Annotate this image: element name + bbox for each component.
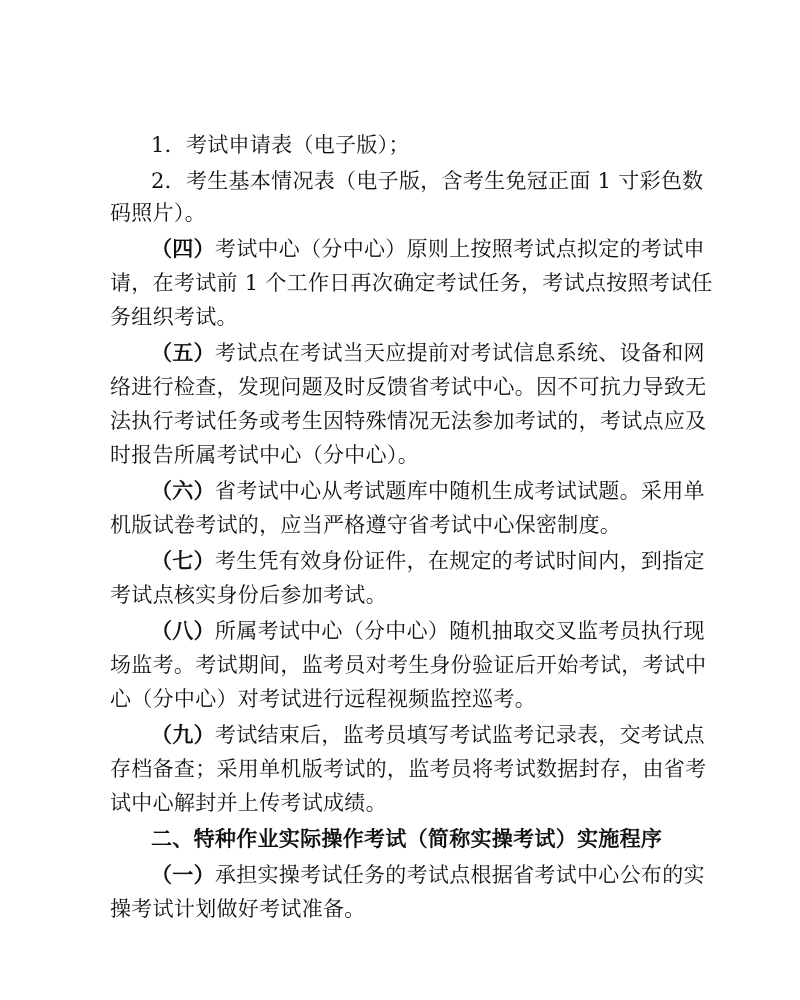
paragraph-text: 考试中心（分中心）原则上按照考试点拟定的考试申 xyxy=(214,237,705,261)
paragraph-4-line-3 xyxy=(110,300,700,334)
paragraph-text: 务组织考试。 xyxy=(110,305,238,329)
paragraph-8-line-2 xyxy=(110,648,707,682)
list-item-basic-info-form xyxy=(151,164,704,198)
paragraph-text: 承担实操考试任务的考试点根据省考试中心公布的实 xyxy=(214,863,705,887)
paragraph-text: 时报告所属考试中心（分中心）。 xyxy=(110,443,419,467)
list-item-application-form xyxy=(0,128,800,162)
paragraph-5-line-1 xyxy=(151,336,705,370)
paragraph-2-1-line-1 xyxy=(151,858,705,892)
paragraph-9-line-3 xyxy=(110,786,700,820)
paragraph-text: 考试点在考试当天应提前对考试信息系统、设备和网 xyxy=(214,341,705,365)
paragraph-text: 所属考试中心（分中心）随机抽取交叉监考员执行现 xyxy=(214,619,705,643)
paragraph-4-line-1 xyxy=(151,232,705,266)
paragraph-5-line-2 xyxy=(110,370,707,404)
paragraph-text: 考生凭有效身份证件，在规定的考试时间内，到指定 xyxy=(214,549,705,573)
paragraph-text: 法执行考试任务或考生因特殊情况无法参加考试的，考试点应及 xyxy=(110,409,707,433)
paragraph-7-line-2 xyxy=(110,578,700,612)
list-item-text: 码照片）。 xyxy=(110,201,206,225)
paragraph-text: 考试点核实身份后参加考试。 xyxy=(110,583,387,607)
section-heading-text: 二、特种作业实际操作考试（简称实操考试）实施程序 xyxy=(151,827,663,851)
list-item-text: 1．考试申请表（电子版）； xyxy=(151,133,410,157)
paragraph-number: （一） xyxy=(151,863,215,887)
paragraph-text: 心（分中心）对考试进行远程视频监控巡考。 xyxy=(110,687,536,711)
paragraph-2-1-line-2 xyxy=(110,892,700,926)
paragraph-number: （六） xyxy=(151,479,215,503)
list-item-continuation xyxy=(110,196,700,230)
paragraph-8-line-1 xyxy=(151,614,705,648)
paragraph-text: 存档备查；采用单机版考试的，监考员将考试数据封存，由省考 xyxy=(110,757,707,781)
paragraph-8-line-3 xyxy=(110,682,700,716)
paragraph-number: （七） xyxy=(151,549,215,573)
paragraph-4-line-2 xyxy=(110,266,713,300)
paragraph-7-line-1 xyxy=(151,544,705,578)
paragraph-9-line-2 xyxy=(110,752,707,786)
paragraph-6-line-1 xyxy=(151,474,705,508)
paragraph-number: （九） xyxy=(151,723,215,747)
paragraph-text: 机版试卷考试的，应当严格遵守省考试中心保密制度。 xyxy=(110,513,622,537)
paragraph-5-line-3 xyxy=(110,404,707,438)
paragraph-text: 络进行检查，发现问题及时反馈省考试中心。因不可抗力导致无 xyxy=(110,375,707,399)
paragraph-6-line-2 xyxy=(110,508,700,542)
paragraph-text: 请，在考试前 1 个工作日再次确定考试任务，考试点按照考试任 xyxy=(110,271,713,295)
section-heading xyxy=(151,822,711,856)
paragraph-text: 省考试中心从考试题库中随机生成考试试题。采用单 xyxy=(214,479,705,503)
paragraph-9-line-1 xyxy=(151,718,705,752)
list-item-text: 2．考生基本情况表（电子版，含考生免冠正面 1 寸彩色数 xyxy=(151,169,704,193)
paragraph-5-line-4 xyxy=(110,438,700,472)
paragraph-text: 考试结束后，监考员填写考试监考记录表，交考试点 xyxy=(214,723,705,747)
paragraph-number: （八） xyxy=(151,619,215,643)
paragraph-text: 试中心解封并上传考试成绩。 xyxy=(110,791,387,815)
paragraph-text: 操考试计划做好考试准备。 xyxy=(110,897,366,921)
paragraph-text: 场监考。考试期间，监考员对考生身份验证后开始考试，考试中 xyxy=(110,653,707,677)
paragraph-number: （五） xyxy=(151,341,215,365)
paragraph-number: （四） xyxy=(151,237,215,261)
